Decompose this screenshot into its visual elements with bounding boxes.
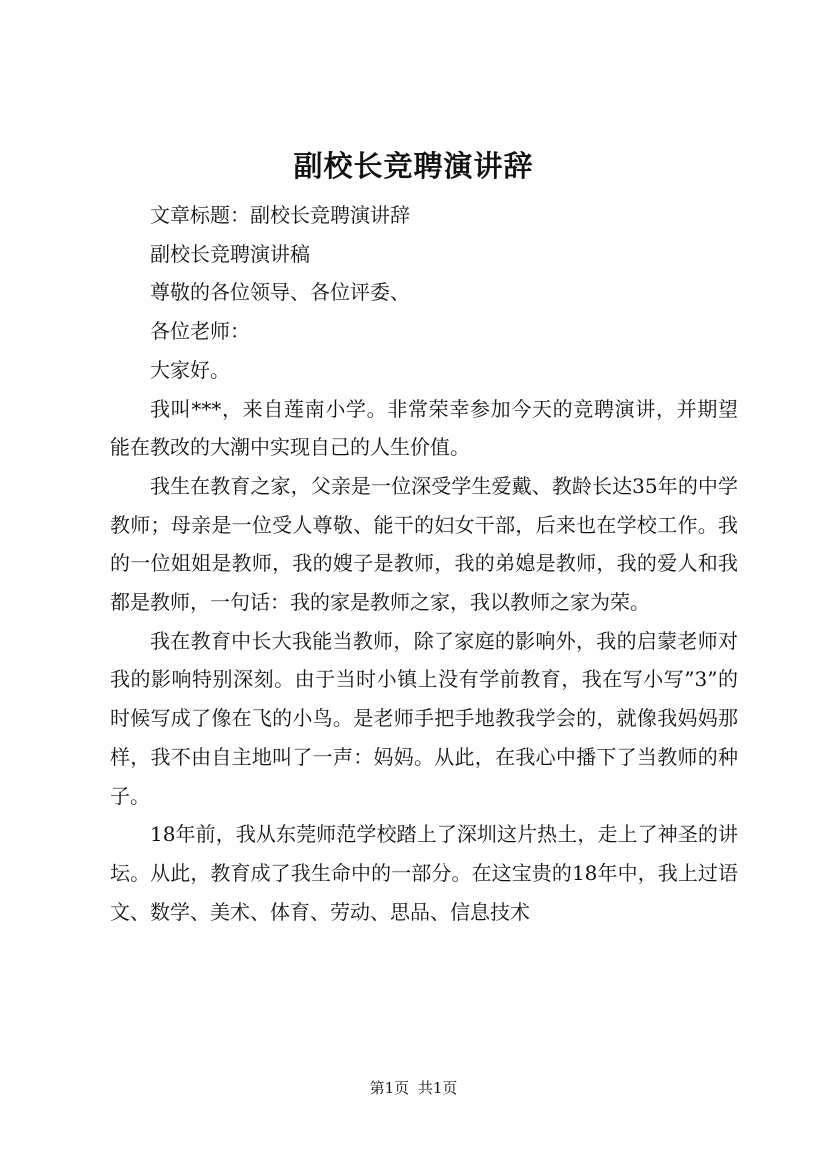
paragraph-introduction: 我叫***，来自莲南小学。非常荣幸参加今天的竞聘演讲，并期望能在教改的大潮中实现自己的人生价值。: [110, 396, 738, 460]
document-body: [110, 196, 738, 931]
paragraph-greeting: 大家好。: [150, 357, 230, 382]
page-total: 共1页: [417, 1079, 458, 1097]
page-footer: [0, 1078, 827, 1098]
document-title: 副校长竞聘演讲辞: [293, 149, 534, 183]
paragraph-childhood: 我在教育中长大我能当教师，除了家庭的影响外，我的启蒙老师对我的影响特别深刻。由于当时小镇上没有学前教育，我在写小写”3”的时候写成了像在飞的小鸟。是老师手把手地教我学会的，就像我妈妈那样，我不由自主地叫了一声：妈妈。从此，在我心中播下了当教师的种子。: [110, 628, 738, 808]
paragraph-subtitle: 副校长竞聘演讲稿: [150, 241, 310, 266]
paragraph-family: 我生在教育之家，父亲是一位深受学生爱戴、教龄长达35年的中学教师；母亲是一位受人尊敬、能干的妇女干部，后来也在学校工作。我的一位姐姐是教师，我的嫂子是教师，我的弟媳是教师，我的爱人和我都是教师，一句话：我的家是教师之家，我以教师之家为荣。: [110, 473, 738, 615]
paragraph-career: 18年前，我从东莞师范学校踏上了深圳这片热土，走上了神圣的讲坛。从此，教育成了我生命中的一部分。在这宝贵的18年中，我上过语文、数学、美术、体育、劳动、思品、信息技术: [110, 822, 738, 924]
paragraph-salutation-leaders: 尊敬的各位领导、各位评委、: [150, 280, 410, 305]
page-number: 第1页: [369, 1079, 410, 1097]
paragraph-article-title: 文章标题：副校长竞聘演讲辞: [150, 203, 410, 227]
paragraph-salutation-teachers: 各位老师：: [150, 319, 250, 344]
